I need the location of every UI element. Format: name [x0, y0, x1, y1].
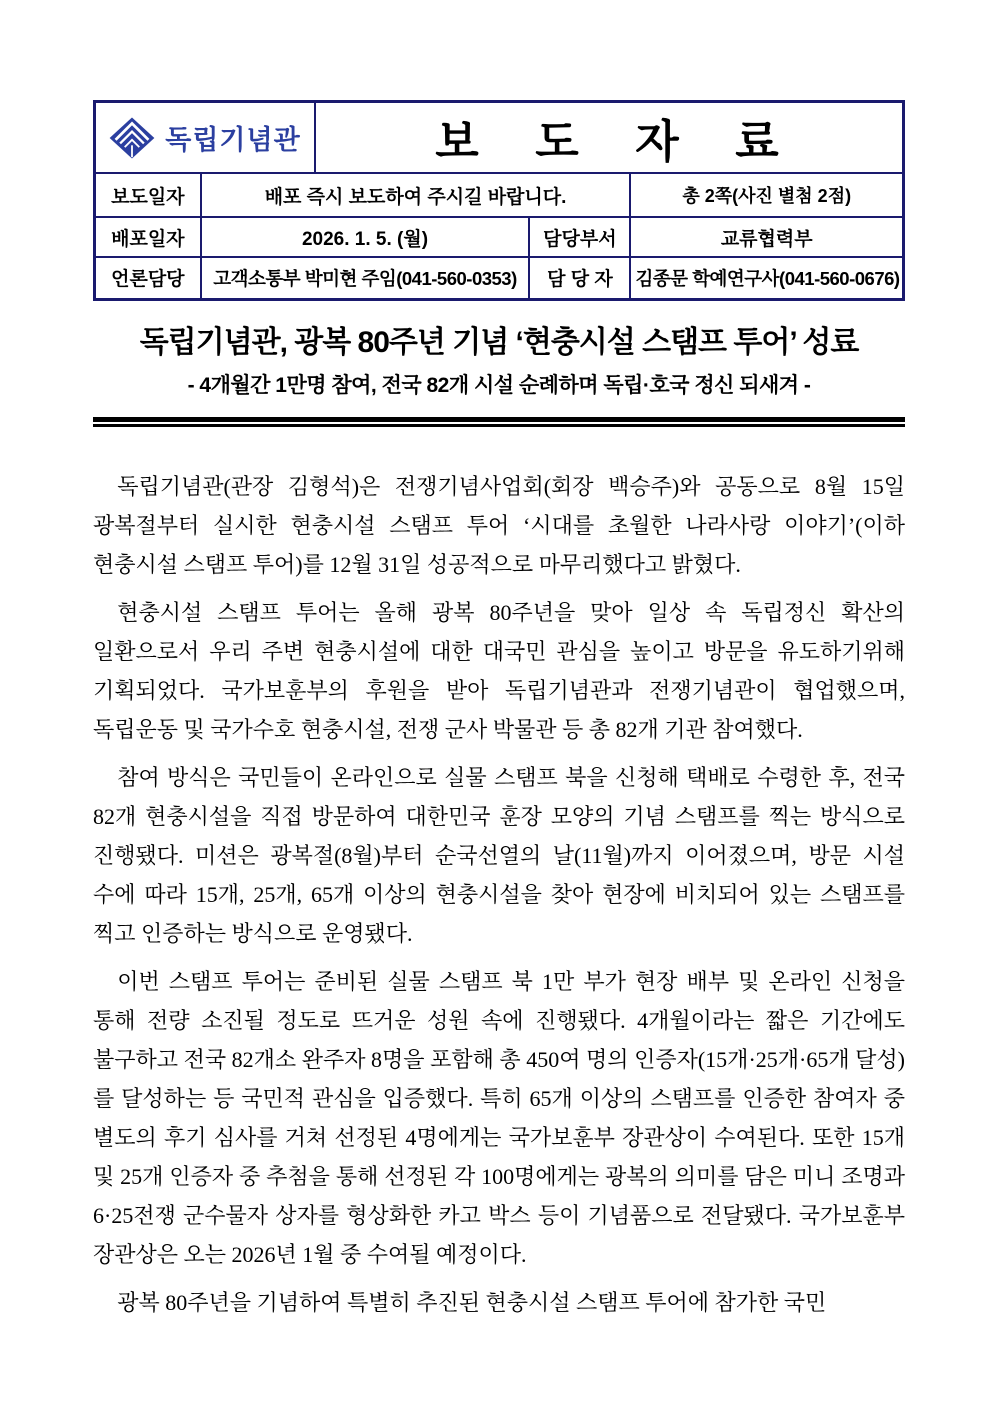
press-release-body: [93, 467, 905, 1322]
doc-type-title: 보 도 자 료: [315, 102, 904, 174]
person-in-charge-value: 김종문 학예연구사(041-560-0676): [630, 257, 903, 299]
double-rule-divider: [93, 417, 905, 427]
headline-subtitle: - 4개월간 1만명 참여, 전국 82개 시설 순례하며 독립·호국 정신 되새겨 -: [187, 373, 811, 397]
header-table: [93, 100, 905, 301]
body-paragraph: 이번 스탬프 투어는 준비된 실물 스탬프 북 1만 부가 현장 배부 및 온라인 신청을 통해 전량 소진될 정도로 뜨거운 성원 속에 진행됐다. 4개월이라는 짧은 기간에도 불구하고 전국 82개소 완주자 8명을 포함해 총 450여 명의 인증자(15개·25개·65개 달성)를 달성하는 등 국민적 관심을 입증했다. 특히 65개 이상의 스탬프를 인증한 참여자 중 별도의 후기 심사를 거쳐 선정된 4명에게는 국가보훈부 장관상이 수여된다. 또한 15개 및 25개 인증자 중 추첨을 통해 선정된 각 100명에게는 광복의 의미를 담은 미니 조명과 6·25전쟁 군수물자 상자를 형상화한 카고 박스 등이 기념품으로 전달됐다. 국가보훈부 장관상은 오는 2026년 1월 중 수여될 예정이다.: [93, 968, 905, 1267]
page-count: 총 2쪽(사진 별첨 2점): [630, 173, 903, 217]
distribution-date-value: 2026. 1. 5. (월): [201, 217, 530, 257]
distribution-date-label: 배포일자: [95, 217, 201, 257]
media-contact-label: 언론담당: [95, 257, 201, 299]
body-paragraph: 참여 방식은 국민들이 온라인으로 실물 스탬프 북을 신청해 택배로 수령한 후, 전국 82개 현충시설을 직접 방문하여 대한민국 훈장 모양의 기념 스탬프를 찍는 방식으로 진행됐다. 미션은 광복절(8월)부터 순국선열의 날(11월)까지 이어졌으며, 방문 시설 수에 따라 15개, 25개, 65개 이상의 현충시설을 찾아 현장에 비치되어 있는 스탬프를 찍고 인증하는 방식으로 운영됐다.: [93, 764, 905, 946]
release-date-label: 보도일자: [95, 173, 201, 217]
logo-cell: [95, 102, 315, 174]
independence-hall-emblem-icon: [109, 117, 155, 159]
body-paragraph: 광복 80주년을 기념하여 특별히 추진된 현충시설 스탬프 투어에 참가한 국민: [117, 1289, 827, 1315]
org-name: 독립기념관: [165, 125, 301, 155]
table-row-release: [95, 173, 904, 217]
media-contact-value: 고객소통부 박미현 주임(041-560-0353): [201, 257, 530, 299]
table-row-media-contact: [95, 257, 904, 299]
table-row-distribution: [95, 217, 904, 257]
department-label: 담당부서: [529, 217, 630, 257]
headline-title: 독립기념관, 광복 80주년 기념 ‘현충시설 스탬프 투어’ 성료: [139, 325, 859, 359]
org-logo: [100, 117, 310, 159]
body-paragraph: 현충시설 스탬프 투어는 올해 광복 80주년을 맞아 일상 속 독립정신 확산의 일환으로서 우리 주변 현충시설에 대한 대국민 관심을 높이고 방문을 유도하기위해 기획되었다. 국가보훈부의 후원을 받아 독립기념관과 전쟁기념관이 협업했으며, 독립운동 및 국가수호 현충시설, 전쟁 군사 박물관 등 총 82개 기관 참여했다.: [93, 599, 905, 742]
department-value: 교류협력부: [630, 217, 903, 257]
person-in-charge-label: 담 당 자: [529, 257, 630, 299]
press-release-page: [93, 100, 905, 1331]
release-instruction: 배포 즉시 보도하여 주시길 바랍니다.: [201, 173, 631, 217]
body-paragraph: 독립기념관(관장 김형석)은 전쟁기념사업회(회장 백승주)와 공동으로 8월 15일 광복절부터 실시한 현충시설 스탬프 투어 ‘시대를 초월한 나라사랑 이야기’(이하 현충시설 스탬프 투어)를 12월 31일 성공적으로 마무리했다고 밝혔다.: [93, 473, 905, 577]
header-row: [95, 102, 904, 174]
